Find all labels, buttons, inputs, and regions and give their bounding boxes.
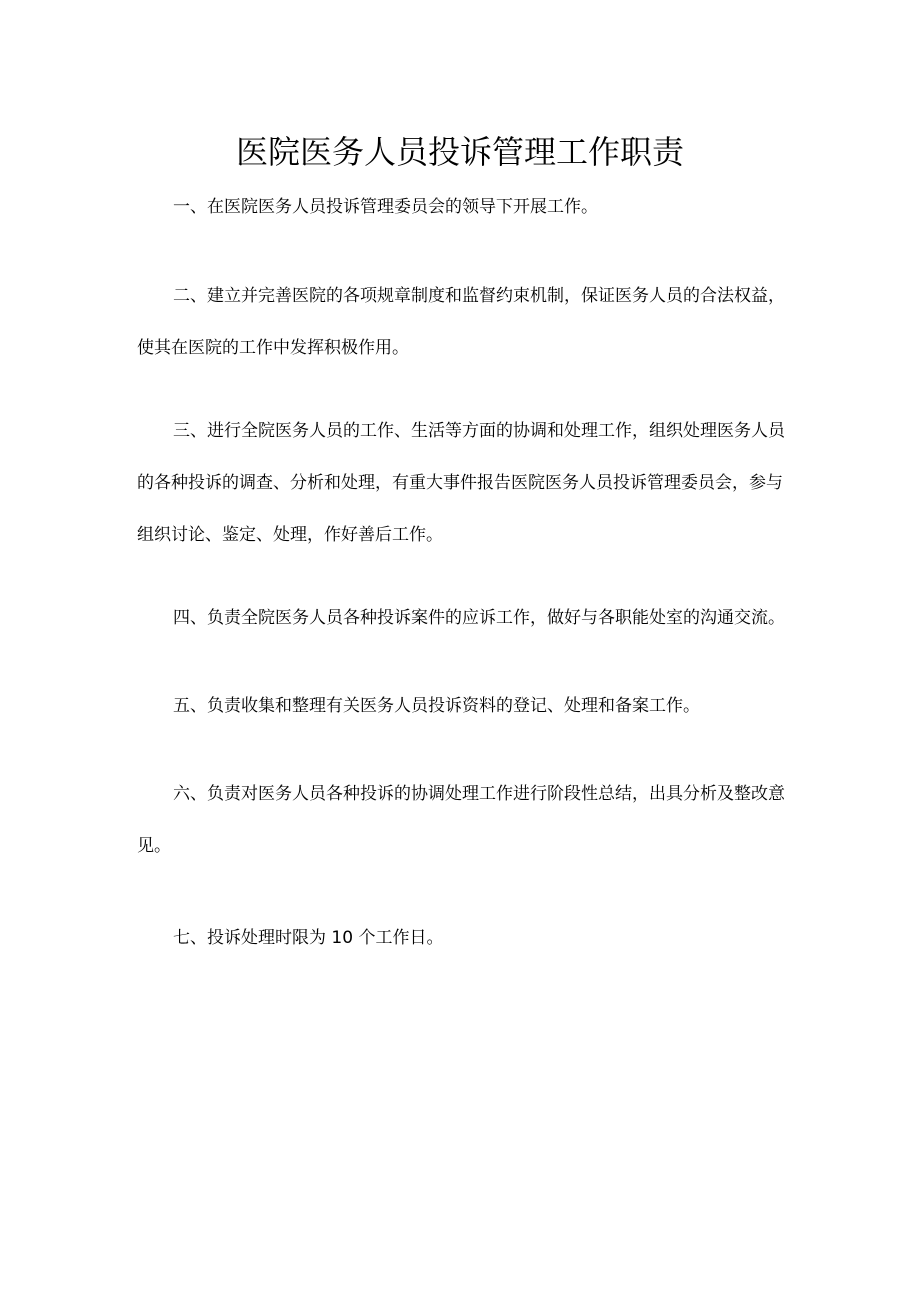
paragraph-line: 四、负责全院医务人员各种投诉案件的应诉工作，做好与各职能处室的沟通交流。 (173, 608, 785, 628)
paragraph-line: 五、负责收集和整理有关医务人员投诉资料的登记、处理和备案工作。 (173, 696, 700, 716)
paragraph-6 (137, 768, 797, 872)
paragraph-4 (137, 592, 797, 644)
paragraph-line: 的各种投诉的调查、分析和处理，有重大事件报告医院医务人员投诉管理委员会，参与 (137, 473, 783, 493)
paragraph-3 (137, 405, 797, 561)
paragraph-line: 见。 (137, 836, 171, 856)
paragraph-line: 二、建立并完善医院的各项规章制度和监督约束机制，保证医务人员的合法权益， (173, 286, 785, 306)
paragraph-line: 七、投诉处理时限为 10 个工作日。 (173, 928, 444, 948)
paragraph-line: 组织讨论、鉴定、处理，作好善后工作。 (137, 525, 443, 545)
paragraph-1 (137, 181, 797, 233)
paragraph-line: 六、负责对医务人员各种投诉的协调处理工作进行阶段性总结，出具分析及整改意 (173, 784, 785, 804)
paragraph-2 (137, 270, 797, 374)
paragraph-line: 一、在医院医务人员投诉管理委员会的领导下开展工作。 (173, 197, 598, 217)
document-title: 医院医务人员投诉管理工作职责 (235, 133, 684, 171)
paragraph-line: 使其在医院的工作中发挥积极作用。 (137, 338, 409, 358)
paragraph-line: 三、进行全院医务人员的工作、生活等方面的协调和处理工作，组织处理医务人员 (173, 421, 785, 441)
paragraph-5 (137, 680, 797, 732)
paragraph-7 (137, 912, 797, 964)
